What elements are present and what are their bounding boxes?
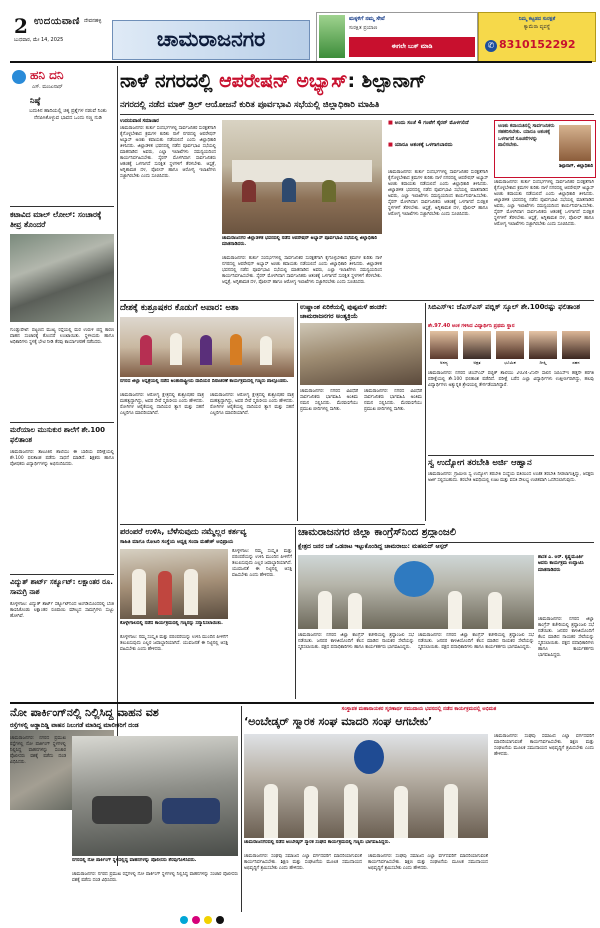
lead-body-col2: ಚಾಮರಾಜನಗರ: ತುರ್ತು ಸಂದರ್ಭಗಳಲ್ಲಿ ಸಾರ್ವಜನಿಕರ ಸುರಕ್ಷತೆಗಾಗಿ ಕೈಗೊಳ್ಳಬೇಕಾದ ಕ್ರಮಗಳ ಕುರಿತು ನಾಳೆ ನಗರದಲ್ಲಿ ಆಪರೇಷನ್ ಅಭ್ಯಾಸ್ ಅಣಕು ಕವಾಯತು ನಡೆಯಲಿದೆ ಎಂದು ಜಿಲ್ಲಾಧಿಕಾರಿ ತಿಳಿಸಿದರು. ಜಿಲ್ಲಾಡಳಿತ ಭವನದಲ್ಲಿ ನಡೆದ ಪೂರ್ವಭಾವಿ ಸಭೆಯಲ್ಲಿ ಮಾತನಾಡಿದ ಅವರು, ಎಲ್ಲಾ ಇಲಾಖೆಗಳು ಸಮನ್ವಯದಿಂದ ಕಾರ್ಯನಿರ್ವಹಿಸಬೇಕು. ಸೈರನ್ ಮೊಳಗಿದಾಗ ಸಾರ್ವಜನಿಕರು ಆತಂಕಕ್ಕೆ ಒಳಗಾಗದೆ ಸುರಕ್ಷಿತ ಸ್ಥಳಗಳಿಗೆ ತೆರಳಬೇಕು. ಆಸ್ಪತ್ರೆ, ಅಗ್ನಿಶಾಮಕ ದಳ, ಪೊಲೀಸ್ ಹಾಗೂ ಆರೋಗ್ಯ ಇಲಾಖೆಗಳು ಸಜ್ಜಾಗಿರಬೇಕು ಎಂದು ಸೂಚಿಸಿದರು. <box>222 256 382 285</box>
student-name: ಅಕ್ಷತ <box>473 360 481 365</box>
parking-body-col2: ಚಾಮರಾಜನಗರ: ನಗರದ ಪ್ರಮುಖ ರಸ್ತೆಗಳಲ್ಲಿ ನೋ ಪಾರ್ಕಿಂಗ್ ಸ್ಥಳಗಳಲ್ಲಿ ನಿಲ್ಲಿಸಿದ್ದ ವಾಹನಗಳನ್ನು ಸಂಚಾರ ಪೊಲೀಸರು ವಶಕ್ಕೆ ಪಡೆದು ದಂಡ ವಿಧಿಸಿದರು. <box>72 872 238 883</box>
rain-headline: ಉಷ್ಣಾಂಶ ಏರಿಕೆಯಲ್ಲಿ ಪುಷ್ಪಮಳೆ ಹಂಚಿಕೆ: ಚಾಮರಾಜನಗರ ಅಂತ್ಯಕ್ರಿಯೆ <box>300 303 388 320</box>
story-ambedkar <box>244 706 594 912</box>
section-title: ಚಾಮರಾಜನಗರ <box>156 27 266 51</box>
masthead <box>0 0 600 62</box>
student-name: ಭೂಮಿಕ <box>504 360 516 365</box>
lead-headline-part1: ನಾಳೆ ನಗರದಲ್ಲಿ <box>120 70 220 92</box>
ambedkar-headline: ‘ಅಂಬೇಡ್ಕರ್ ಸ್ಮಾರಕ ಸಂಘ ಮಾದರಿ ಸಂಘ ಆಗಬೇಕು’ <box>244 715 433 728</box>
congress-body-col2: ಚಾಮರಾಜನಗರ: ನಗರದ ಜಿಲ್ಲಾ ಕಾಂಗ್ರೆಸ್ ಕಚೇರಿಯಲ್ಲಿ ಶ್ರದ್ಧಾಂಜಲಿ ಸಭೆ ನಡೆಯಿತು. ಜನಪರ ಕಾಳಜಿಯೊಂದಿಗೆ ಕೆಲಸ ಮಾಡಿದ ನಾಯಕರ ಸೇವೆಯನ್ನು ಸ್ಮರಿಸಲಾಯಿತು. ಪಕ್ಷದ ಪದಾಧಿಕಾರಿಗಳು ಹಾಗೂ ಕಾರ್ಯಕರ್ತರು ಭಾಗವಹಿಸಿದ್ದರು. <box>418 633 534 650</box>
ambedkar-body-col3: ಚಾಮರಾಜನಗರ: ಸಂಘವು ಸಮಾಜದ ಎಲ್ಲಾ ವರ್ಗದವರಿಗೆ ಮಾದರಿಯಾಗುವಂತೆ ಕಾರ್ಯನಿರ್ವಹಿಸಬೇಕು. ಶಿಕ್ಷಣ ಮತ್ತು ಸಂಘಟನೆಯ ಮೂಲಕ ಸಮುದಾಯದ ಅಭಿವೃದ್ಧಿಗೆ ಶ್ರಮಿಸಬೇಕು ಎಂದು ಹೇಳಿದರು. <box>494 734 594 757</box>
cbse-subhead: ಶೇ.97.40 ಅಂಕ ಗಳಿಸಿದ ವಿದ್ಯಾರ್ಥಿನಿ ಪ್ರಥಮ ಸ್ಥಾನ <box>428 323 515 329</box>
student-photo <box>562 331 590 359</box>
ambedkar-body-col2: ಚಾಮರಾಜನಗರ: ಸಂಘವು ಸಮಾಜದ ಎಲ್ಲಾ ವರ್ಗದವರಿಗೆ ಮಾದರಿಯಾಗುವಂತೆ ಕಾರ್ಯನಿರ್ವಹಿಸಬೇಕು. ಶಿಕ್ಷಣ ಮತ್ತು ಸಂಘಟನೆಯ ಮೂಲಕ ಸಮುದಾಯದ ಅಭಿವೃದ್ಧಿಗೆ ಶ್ರಮಿಸಬೇಕು ಎಂದು ಹೇಳಿದರು. <box>368 854 488 871</box>
student-name: ದೀಪ್ತಿ <box>539 360 547 365</box>
print-registration-marks <box>180 916 420 924</box>
cbse-student-photos <box>428 331 594 367</box>
lead-byline: ಉದಯವಾಣಿ ಸಮಾಚಾರ <box>120 119 159 124</box>
parking-subhead: ರಸ್ತೆಗಳಲ್ಲಿ ಅಡ್ಡಾದಿಡ್ಡಿ ವಾಹನ ನಿಲುಗಡೆ ಮಾಡಿದ್ದ ಮಾಲೀಕರಿಗೆ ದಂಡ <box>10 722 139 729</box>
lead-headline-part2: ಆಪರೇಷನ್ ಅಭ್ಯಾಸ್ <box>219 70 348 92</box>
sidebar-item-text: ಬದುಕಿನ ಹಾದಿಯಲ್ಲಿ ಚಿಕ್ಕ ಪ್ರಶ್ನೆಗಳ ನಡುವೆ ನಿಂತು ನೆನಪಿಸಿಕೊಳ್ಳುವ ಭಾವದ ಒಂದು ಸಣ್ಣ ನುಡಿ <box>29 108 107 121</box>
health-photo <box>120 317 294 377</box>
student-name: ಅನನ್ಯ <box>440 360 448 365</box>
parking-body: ಚಾಮರಾಜನಗರ: ನಗರದ ಪ್ರಮುಖ ರಸ್ತೆಗಳಲ್ಲಿ ನೋ ಪಾರ್ಕಿಂಗ್ ಸ್ಥಳಗಳಲ್ಲಿ ನಿಲ್ಲಿಸಿದ್ದ ವಾಹನಗಳನ್ನು ಸಂಚಾರ ಪೊಲೀಸರು ವಶಕ್ಕೆ ಪಡೆದು ದಂಡ ವಿಧಿಸಿದರು. <box>10 736 66 765</box>
advert-travel <box>316 12 478 62</box>
tradition-caption: ಕೊಳ್ಳೇಗಾಲದಲ್ಲಿ ನಡೆದ ಕಾರ್ಯಕ್ರಮದಲ್ಲಿ ಗಣ್ಯರನ್ನು ಸನ್ಮಾನಿಸಲಾಯಿತು. <box>120 621 223 626</box>
story1-photo <box>10 234 114 322</box>
story-rain <box>300 303 422 521</box>
lead-bullet-1-text: ಅಂದು ಸಂಜೆ 4 ಗಂಟೆಗೆ ಸೈರನ್ ಮೊಳಗಲಿದೆ <box>394 120 469 126</box>
edition-tag: ದೇವನಹಳ್ಳಿ <box>84 18 102 24</box>
rain-body: ಚಾಮರಾಜನಗರ: ನಗರದ ವಿವಿಧೆಡೆ ಸಾರ್ವಜನಿಕರು ಭಾಗವಹಿಸಿ ಅಂತಿಮ ನಮನ ಸಲ್ಲಿಸಿದರು. ಮೆರವಣಿಗೆಯು ಪ್ರಮುಖ ಬೀದಿಗಳಲ್ಲಿ ಸಾಗಿತು. <box>300 389 358 412</box>
tradition-headline: ಪರಂಪರೆ ಉಳಿಸಿ, ಬೆಳೆಸುವುದು ನಮ್ಮೆಲ್ಲರ ಕರ್ತವ್ಯ <box>120 527 247 536</box>
congress-side-note: ಶಾಸಕ ಎ. ಆರ್. ಕೃಷ್ಣಮೂರ್ತಿ ಅವರು ಕಾರ್ಯಕ್ರಮ ಉದ್ಘಾಟಿಸಿ ಮಾತನಾಡಿದರು <box>538 555 584 573</box>
student-name: ಸಹನ <box>572 360 580 365</box>
page-number: 2 <box>14 14 28 38</box>
parking-caption: ನಗರದಲ್ಲಿ ನೋ ಪಾರ್ಕಿಂಗ್ ಸ್ಥಳದಲ್ಲಿದ್ದ ವಾಹನಗಳನ್ನು ಪೊಲೀಸರು ತೆರವುಗೊಳಿಸಿದರು. <box>72 858 197 863</box>
lead-body-col3: ಚಾಮರಾಜನಗರ: ತುರ್ತು ಸಂದರ್ಭಗಳಲ್ಲಿ ಸಾರ್ವಜನಿಕರ ಸುರಕ್ಷತೆಗಾಗಿ ಕೈಗೊಳ್ಳಬೇಕಾದ ಕ್ರಮಗಳ ಕುರಿತು ನಾಳೆ ನಗರದಲ್ಲಿ ಆಪರೇಷನ್ ಅಭ್ಯಾಸ್ ಅಣಕು ಕವಾಯತು ನಡೆಯಲಿದೆ ಎಂದು ಜಿಲ್ಲಾಧಿಕಾರಿ ತಿಳಿಸಿದರು. ಜಿಲ್ಲಾಡಳಿತ ಭವನದಲ್ಲಿ ನಡೆದ ಪೂರ್ವಭಾವಿ ಸಭೆಯಲ್ಲಿ ಮಾತನಾಡಿದ ಅವರು, ಎಲ್ಲಾ ಇಲಾಖೆಗಳು ಸಮನ್ವಯದಿಂದ ಕಾರ್ಯನಿರ್ವಹಿಸಬೇಕು. ಸೈರನ್ ಮೊಳಗಿದಾಗ ಸಾರ್ವಜನಿಕರು ಆತಂಕಕ್ಕೆ ಒಳಗಾಗದೆ ಸುರಕ್ಷಿತ ಸ್ಥಳಗಳಿಗೆ ತೆರಳಬೇಕು. ಆಸ್ಪತ್ರೆ, ಅಗ್ನಿಶಾಮಕ ದಳ, ಪೊಲೀಸ್ ಹಾಗೂ ಆರೋಗ್ಯ ಇಲಾಖೆಗಳು ಸಜ್ಜಾಗಿರಬೇಕು ಎಂದು ಸೂಚಿಸಿದರು. <box>388 170 488 217</box>
story1-headline: ಕಟಾವಿದ ಮಾಲ್ ಲೋಲ್: ಸಂಚಾರಕ್ಕೆ ತೀವ್ರ ತೊಂದರೆ <box>10 210 102 229</box>
story-health <box>120 303 294 521</box>
lead-body-col4: ಚಾಮರಾಜನಗರ: ತುರ್ತು ಸಂದರ್ಭಗಳಲ್ಲಿ ಸಾರ್ವಜನಿಕರ ಸುರಕ್ಷತೆಗಾಗಿ ಕೈಗೊಳ್ಳಬೇಕಾದ ಕ್ರಮಗಳ ಕುರಿತು ನಾಳೆ ನಗರದಲ್ಲಿ ಆಪರೇಷನ್ ಅಭ್ಯಾಸ್ ಅಣಕು ಕವಾಯತು ನಡೆಯಲಿದೆ ಎಂದು ಜಿಲ್ಲಾಧಿಕಾರಿ ತಿಳಿಸಿದರು. ಜಿಲ್ಲಾಡಳಿತ ಭವನದಲ್ಲಿ ನಡೆದ ಪೂರ್ವಭಾವಿ ಸಭೆಯಲ್ಲಿ ಮಾತನಾಡಿದ ಅವರು, ಎಲ್ಲಾ ಇಲಾಖೆಗಳು ಸಮನ್ವಯದಿಂದ ಕಾರ್ಯನಿರ್ವಹಿಸಬೇಕು. ಸೈರನ್ ಮೊಳಗಿದಾಗ ಸಾರ್ವಜನಿಕರು ಆತಂಕಕ್ಕೆ ಒಳಗಾಗದೆ ಸುರಕ್ಷಿತ ಸ್ಥಳಗಳಿಗೆ ತೆರಳಬೇಕು. ಆಸ್ಪತ್ರೆ, ಅಗ್ನಿಶಾಮಕ ದಳ, ಪೊಲೀಸ್ ಹಾಗೂ ಆರೋಗ್ಯ ಇಲಾಖೆಗಳು ಸಜ್ಜಾಗಿರಬೇಕು ಎಂದು ಸೂಚಿಸಿದರು. <box>494 180 594 227</box>
parking-headline: ನೋ ಪಾರ್ಕಿಂಗ್‌ನಲ್ಲಿ ನಿಲ್ಲಿಸಿದ್ದ ವಾಹನ ವಶ <box>10 706 159 719</box>
ad-security-line2: ಕ್ಯಾಮೆರಾ ವ್ಯವಸ್ಥೆ <box>523 24 551 30</box>
parking-photo <box>72 736 238 856</box>
bullet-icon: ■ <box>388 142 395 148</box>
congress-body: ಚಾಮರಾಜನಗರ: ನಗರದ ಜಿಲ್ಲಾ ಕಾಂಗ್ರೆಸ್ ಕಚೇರಿಯಲ್ಲಿ ಶ್ರದ್ಧಾಂಜಲಿ ಸಭೆ ನಡೆಯಿತು. ಜನಪರ ಕಾಳಜಿಯೊಂದಿಗೆ ಕೆಲಸ ಮಾಡಿದ ನಾಯಕರ ಸೇವೆಯನ್ನು ಸ್ಮರಿಸಲಾಯಿತು. ಪಕ್ಷದ ಪದಾಧಿಕಾರಿಗಳು ಹಾಗೂ ಕಾರ್ಯಕರ್ತರು ಭಾಗವಹಿಸಿದ್ದರು. <box>298 633 414 650</box>
health-body: ಚಾಮರಾಜನಗರ: ಆರೋಗ್ಯ ಕ್ಷೇತ್ರದಲ್ಲಿ ಶುಶ್ರೂಷಕರ ಪಾತ್ರ ಮಹತ್ವದ್ದಾಗಿದ್ದು, ಅವರ ಸೇವೆ ಸ್ಮರಣೀಯ ಎಂದು ಹೇಳಿದರು. ರೋಗಿಗಳ ಆರೈಕೆಯಲ್ಲಿ ದಾದಿಯರ ತ್ಯಾಗ ಮತ್ತು ಸಹನೆ ಎಲ್ಲರಿಗೂ ಮಾದರಿಯಾಗಿದೆ. <box>120 393 204 416</box>
cbse-body: ಚಾಮರಾಜನಗರ: ನಗರದ ಜೆಎಸ್‌ಎಸ್ ಪಬ್ಲಿಕ್ ಶಾಲೆಯು 2024-25ನೇ ಸಾಲಿನ ಸಿಬಿಎಸ್‌ಇ ಹತ್ತನೇ ತರಗತಿ ಪರೀಕ್ಷೆಯಲ್ಲಿ ಶೇ.100 ಫಲಿತಾಂಶ ಪಡೆದಿದೆ. ಪರೀಕ್ಷೆ ಬರೆದ ಎಲ್ಲಾ ವಿದ್ಯಾರ್ಥಿಗಳು ಉತ್ತೀರ್ಣರಾಗಿದ್ದು, ಹಲವು ವಿದ್ಯಾರ್ಥಿಗಳು ಅತ್ಯುನ್ನತ ಶ್ರೇಣಿಯಲ್ಲಿ ತೇರ್ಗಡೆಯಾಗಿದ್ದಾರೆ. <box>428 371 594 388</box>
ad-security-line1: ನಿಮ್ಮ ಕಟ್ಟಡದ ಸುರಕ್ಷತೆ <box>518 16 556 22</box>
ambedkar-body: ಚಾಮರಾಜನಗರ: ಸಂಘವು ಸಮಾಜದ ಎಲ್ಲಾ ವರ್ಗದವರಿಗೆ ಮಾದರಿಯಾಗುವಂತೆ ಕಾರ್ಯನಿರ್ವಹಿಸಬೇಕು. ಶಿಕ್ಷಣ ಮತ್ತು ಸಂಘಟನೆಯ ಮೂಲಕ ಸಮುದಾಯದ ಅಭಿವೃದ್ಧಿಗೆ ಶ್ರಮಿಸಬೇಕು ಎಂದು ಹೇಳಿದರು. <box>244 854 362 871</box>
lead-story <box>120 66 594 298</box>
ambedkar-caption: ಚಾಮರಾಜನಗರದಲ್ಲಿ ನಡೆದ ಅಂಬೇಡ್ಕರ್ ಸ್ಮಾರಕ ಸಂಘದ ಕಾರ್ಯಕ್ರಮದಲ್ಲಿ ಗಣ್ಯರು ಭಾಗವಹಿಸಿದ್ದರು. <box>244 840 391 845</box>
phone-icon: ✆ <box>485 40 497 52</box>
rain-photo <box>300 323 422 385</box>
congress-body-col3: ಚಾಮರಾಜನಗರ: ನಗರದ ಜಿಲ್ಲಾ ಕಾಂಗ್ರೆಸ್ ಕಚೇರಿಯಲ್ಲಿ ಶ್ರದ್ಧಾಂಜಲಿ ಸಭೆ ನಡೆಯಿತು. ಜನಪರ ಕಾಳಜಿಯೊಂದಿಗೆ ಕೆಲಸ ಮಾಡಿದ ನಾಯಕರ ಸೇವೆಯನ್ನು ಸ್ಮರಿಸಲಾಯಿತು. ಪಕ್ಷದ ಪದಾಧಿಕಾರಿಗಳು ಹಾಗೂ ಕಾರ್ಯಕರ್ತರು ಭಾಗವಹಿಸಿದ್ದರು. <box>538 617 594 658</box>
lead-quote-by: ಶಿಲ್ಪಾನಾಗ್, ಜಿಲ್ಲಾಧಿಕಾರಿ <box>559 164 593 169</box>
student-photo <box>496 331 524 359</box>
congress-subhead: ಕ್ಷೇತ್ರದ ಜನರ ಜತೆ ಒಡನಾಟ ಇಟ್ಟುಕೊಂಡಿದ್ದ ಚಾಮರಾಜು: ಮಹಮದ್ ಆಸ್ಗರ್ <box>298 543 449 550</box>
story-parking <box>10 706 238 912</box>
rain-body-col2: ಚಾಮರಾಜನಗರ: ನಗರದ ವಿವಿಧೆಡೆ ಸಾರ್ವಜನಿಕರು ಭಾಗವಹಿಸಿ ಅಂತಿಮ ನಮನ ಸಲ್ಲಿಸಿದರು. ಮೆರವಣಿಗೆಯು ಪ್ರಮುಖ ಬೀದಿಗಳಲ್ಲಿ ಸಾಗಿತು. <box>364 389 422 412</box>
health-body-col2: ಚಾಮರಾಜನಗರ: ಆರೋಗ್ಯ ಕ್ಷೇತ್ರದಲ್ಲಿ ಶುಶ್ರೂಷಕರ ಪಾತ್ರ ಮಹತ್ವದ್ದಾಗಿದ್ದು, ಅವರ ಸೇವೆ ಸ್ಮರಣೀಯ ಎಂದು ಹೇಳಿದರು. ರೋಗಿಗಳ ಆರೈಕೆಯಲ್ಲಿ ದಾದಿಯರ ತ್ಯಾಗ ಮತ್ತು ಸಹನೆ ಎಲ್ಲರಿಗೂ ಮಾದರಿಯಾಗಿದೆ. <box>210 393 294 416</box>
lead-headline-part3: : ಶಿಲ್ಪಾನಾಗ್ <box>347 70 427 92</box>
tradition-photo <box>120 549 228 619</box>
lead-quote-box <box>494 120 596 178</box>
congress-headline: ಚಾಮರಾಜನಗರ ಜಿಲ್ಲಾ ಕಾಂಗ್ರೆಸ್‌ನಿಂದ ಶ್ರದ್ಧಾಂಜಲಿ <box>298 527 456 538</box>
ambedkar-photo <box>244 734 488 838</box>
quote-portrait <box>559 125 591 161</box>
tradition-subhead: ಸಾಹಿತಿ ಮಾಗೂ ರೋಟರಿ ಸಂಸ್ಥೆಯ ಅಧ್ಯಕ್ಷ ಸಂದಾ ಮಹೇಶ್ ಅಭಿಪ್ರಾಯ <box>120 539 234 545</box>
health-headline: ದೇಶಕ್ಕೆ ಕುಶ್ರೂಷಕರ ಕೊಡುಗೆ ಅಪಾರ: ಅಶಾ <box>120 303 239 313</box>
ambedkar-kicker: ಸಂಸ್ಥಾಪಕ ಮಹಾನಾಯಕರ ಸ್ಮರಣಾರ್ಥ ಸಮುದಾಯ ಭವನದಲ್ಲಿ ನಡೆದ ಕಾರ್ಯಕ್ರಮದಲ್ಲಿ ಅಭಿಮತ <box>341 706 497 712</box>
story2-body: ಚಾಮರಾಜನಗರ: ತಾಲೂಕಿನ ಶಾಲೆಯು ಈ ಬಾರಿಯ ಪರೀಕ್ಷೆಯಲ್ಲಿ ಶೇ.100 ಫಲಿತಾಂಶ ಪಡೆದು ಸಾಧನೆ ಮಾಡಿದೆ. ಶಿಕ್ಷಕರು ಹಾಗೂ ಪೋಷಕರು ವಿದ್ಯಾರ್ಥಿಗಳನ್ನು ಅಭಿನಂದಿಸಿದರು. <box>10 450 114 467</box>
sidebar-item-title: ನಿಷ್ಠೆ <box>30 96 41 105</box>
lead-bullet-2 <box>388 142 488 149</box>
lead-photo-caption: ಚಾಮರಾಜನಗರ ಜಿಲ್ಲಾಡಳಿತ ಭವನದಲ್ಲಿ ನಡೆದ ಆಪರೇಷನ್ ಅಭ್ಯಾಸ್ ಪೂರ್ವಭಾವಿ ಸಭೆಯಲ್ಲಿ ಜಿಲ್ಲಾಧಿಕಾರಿ ಮಾತನಾಡಿದರು. <box>222 236 378 247</box>
ad-travel-line2: ಸುರಕ್ಷಿತ ಪ್ರಯಾಣ <box>349 25 378 31</box>
story3-headline: ವಿದ್ಯುತ್ ಶಾರ್ಟ್ ಸರ್ಕ್ಯೂಟ್: ಲಕ್ಷಾಂತರ ರೂ. ಸಾಮಗ್ರಿ ನಾಶ <box>10 578 113 596</box>
honey-icon <box>12 70 26 84</box>
issue-date: ಬುಧವಾರ, ಮೇ 14, 2025 <box>14 37 64 43</box>
ad-travel-image <box>319 15 345 58</box>
advert-security <box>478 12 596 62</box>
lead-quote: ಅಣಕು ಕವಾಯತಿನಲ್ಲಿ ಸಾರ್ವಜನಿಕರು ಸಹಕರಿಸಬೇಕು. ಯಾರೂ ಆತಂಕಕ್ಕೆ ಒಳಗಾಗದೆ ಸೂಚನೆಗಳನ್ನು ಪಾಲಿಸಬೇಕು. <box>498 124 555 149</box>
lead-headline <box>120 66 594 96</box>
story-cbse <box>428 303 594 453</box>
student-photo <box>529 331 557 359</box>
student-photo <box>430 331 458 359</box>
tradition-body-col2: ಕೊಳ್ಳೇಗಾಲ: ನಮ್ಮ ಸಂಸ್ಕೃತಿ ಮತ್ತು ಪರಂಪರೆಯನ್ನು ಉಳಿಸಿ ಮುಂದಿನ ಪೀಳಿಗೆಗೆ ತಲುಪಿಸುವುದು ಎಲ್ಲರ ಜವಾಬ್ದಾರಿಯಾಗಿದೆ. ಯುವಜನತೆ ಈ ನಿಟ್ಟಿನಲ್ಲಿ ಆಸಕ್ತಿ ವಹಿಸಬೇಕು ಎಂದು ಹೇಳಿದರು. <box>120 635 228 652</box>
story-congress <box>298 527 594 699</box>
lead-photo <box>222 120 382 234</box>
lead-body: ಚಾಮರಾಜನಗರ: ತುರ್ತು ಸಂದರ್ಭಗಳಲ್ಲಿ ಸಾರ್ವಜನಿಕರ ಸುರಕ್ಷತೆಗಾಗಿ ಕೈಗೊಳ್ಳಬೇಕಾದ ಕ್ರಮಗಳ ಕುರಿತು ನಾಳೆ ನಗರದಲ್ಲಿ ಆಪರೇಷನ್ ಅಭ್ಯಾಸ್ ಅಣಕು ಕವಾಯತು ನಡೆಯಲಿದೆ ಎಂದು ಜಿಲ್ಲಾಧಿಕಾರಿ ತಿಳಿಸಿದರು. ಜಿಲ್ಲಾಡಳಿತ ಭವನದಲ್ಲಿ ನಡೆದ ಪೂರ್ವಭಾವಿ ಸಭೆಯಲ್ಲಿ ಮಾತನಾಡಿದ ಅವರು, ಎಲ್ಲಾ ಇಲಾಖೆಗಳು ಸಮನ್ವಯದಿಂದ ಕಾರ್ಯನಿರ್ವಹಿಸಬೇಕು. ಸೈರನ್ ಮೊಳಗಿದಾಗ ಸಾರ್ವಜನಿಕರು ಆತಂಕಕ್ಕೆ ಒಳಗಾಗದೆ ಸುರಕ್ಷಿತ ಸ್ಥಳಗಳಿಗೆ ತೆರಳಬೇಕು. ಆಸ್ಪತ್ರೆ, ಅಗ್ನಿಶಾಮಕ ದಳ, ಪೊಲೀಸ್ ಹಾಗೂ ಆರೋಗ್ಯ ಇಲಾಖೆಗಳು ಸಜ್ಜಾಗಿರಬೇಕು ಎಂದು ಸೂಚಿಸಿದರು. <box>120 126 216 179</box>
story3-body: ಕೊಳ್ಳೇಗಾಲ: ವಿದ್ಯುತ್ ಶಾರ್ಟ್ ಸರ್ಕ್ಯೂಟ್‌ನಿಂದ ಅಂಗಡಿಯೊಂದರಲ್ಲಿ ಬೆಂಕಿ ಕಾಣಿಸಿಕೊಂಡು ಲಕ್ಷಾಂತರ ರೂಪಾಯಿ ಮೌಲ್ಯದ ಸಾಮಗ್ರಿಗಳು ಸುಟ್ಟು ಹೋಗಿವೆ. <box>10 602 114 619</box>
training-body: ಚಾಮರಾಜನಗರ: ಗ್ರಾಮೀಣ ಸ್ವ ಉದ್ಯೋಗ ತರಬೇತಿ ಸಂಸ್ಥೆಯ ವತಿಯಿಂದ ಉಚಿತ ತರಬೇತಿ ನೀಡಲಾಗುತ್ತಿದ್ದು, ಆಸಕ್ತರು ಅರ್ಜಿ ಸಲ್ಲಿಸಬಹುದು. ತರಬೇತಿ ಅವಧಿಯಲ್ಲಿ ಊಟ ಮತ್ತು ವಸತಿ ಸೌಲಭ್ಯ ಉಚಿತವಾಗಿ ಒದಗಿಸಲಾಗುವುದು. <box>428 472 594 483</box>
health-caption: ನಗರದ ಜಿಲ್ಲಾ ಆಸ್ಪತ್ರೆಯಲ್ಲಿ ನಡೆದ ಅಂತಾರಾಷ್ಟ್ರೀಯ ದಾದಿಯರ ದಿನಾಚರಣೆ ಕಾರ್ಯಕ್ರಮದಲ್ಲಿ ಗಣ್ಯರು ಪಾಲ್ಗೊಂಡರು. <box>120 379 289 384</box>
ad-security-phone: 8310152292 <box>499 38 576 51</box>
sidebar-brand: ಹನಿ ದನಿ <box>30 68 64 82</box>
paper-name: ಉದಯವಾಣಿ <box>34 16 80 27</box>
congress-photo <box>298 555 534 629</box>
lead-bullet-2-text: ಯಾರೂ ಆತಂಕಕ್ಕೆ ಒಳಗಾಗಬಾರದು <box>394 142 453 148</box>
lead-subhead: ನಗರದಲ್ಲಿ ನಡೆದ ಮಾಕ್ ಡ್ರಿಲ್ ಆಯೋಜನೆ ಕುರಿತ ಪೂರ್ವಭಾವಿ ಸಭೆಯಲ್ಲಿ ಜಿಲ್ಲಾಧಿಕಾರಿ ಮಾಹಿತಿ <box>120 100 380 110</box>
lead-bullet-1 <box>388 120 488 127</box>
story-tradition <box>120 527 292 699</box>
cbse-headline: ಸಿಬಿಎಸ್‌ಇ: ಜೆಎಸ್‌ಎಸ್ ಪಬ್ಲಿಕ್ ಸ್ಕೂಲ್ ಶೇ.100ರಷ್ಟು ಫಲಿತಾಂಶ <box>428 303 581 311</box>
ad-travel-line1: ಮಕ್ಕಳಿಗೆ ನಮ್ಮ ಸೇವೆ <box>349 16 385 22</box>
tradition-body: ಕೊಳ್ಳೇಗಾಲ: ನಮ್ಮ ಸಂಸ್ಕೃತಿ ಮತ್ತು ಪರಂಪರೆಯನ್ನು ಉಳಿಸಿ ಮುಂದಿನ ಪೀಳಿಗೆಗೆ ತಲುಪಿಸುವುದು ಎಲ್ಲರ ಜವಾಬ್ದಾರಿಯಾಗಿದೆ. ಯುವಜನತೆ ಈ ನಿಟ್ಟಿನಲ್ಲಿ ಆಸಕ್ತಿ ವಹಿಸಬೇಕು ಎಂದು ಹೇಳಿದರು. <box>232 549 292 578</box>
bullet-icon: ■ <box>388 120 395 126</box>
training-headline: ಸ್ವ ಉದ್ಯೋಗ ತರಬೇತಿ ಅರ್ಜಿ ಆಹ್ವಾನ <box>428 458 532 468</box>
story1-body: ಗುಂಡ್ಲುಪೇಟೆ: ಪಟ್ಟಣದ ಮುಖ್ಯ ರಸ್ತೆಯಲ್ಲಿ ಮರ ಉರುಳಿ ಬಿದ್ದ ಕಾರಣ ವಾಹನ ಸಂಚಾರಕ್ಕೆ ತೊಂದರೆ ಉಂಟಾಯಿತು. ಸ್ಥಳೀಯರು ಹಾಗೂ ಅಧಿಕಾರಿಗಳು ಸ್ಥಳಕ್ಕೆ ಭೇಟಿ ನೀಡಿ ತೆರವು ಕಾರ್ಯಾಚರಣೆ ನಡೆಸಿದರು. <box>10 328 114 345</box>
student-photo <box>463 331 491 359</box>
story2-headline: ಮರೆಯಾಲ ಮುಸುಕುರ ಶಾಲೆಗೆ ಶೇ.100 ಫಲಿತಾಂಶ <box>10 426 105 444</box>
sidebar-brand-sub: ಎಸ್. ಮಂಜುನಾಥ್ <box>32 85 63 90</box>
ad-travel-line3: ಈಗಲೇ ಬುಕ್ ಮಾಡಿ <box>349 37 475 57</box>
